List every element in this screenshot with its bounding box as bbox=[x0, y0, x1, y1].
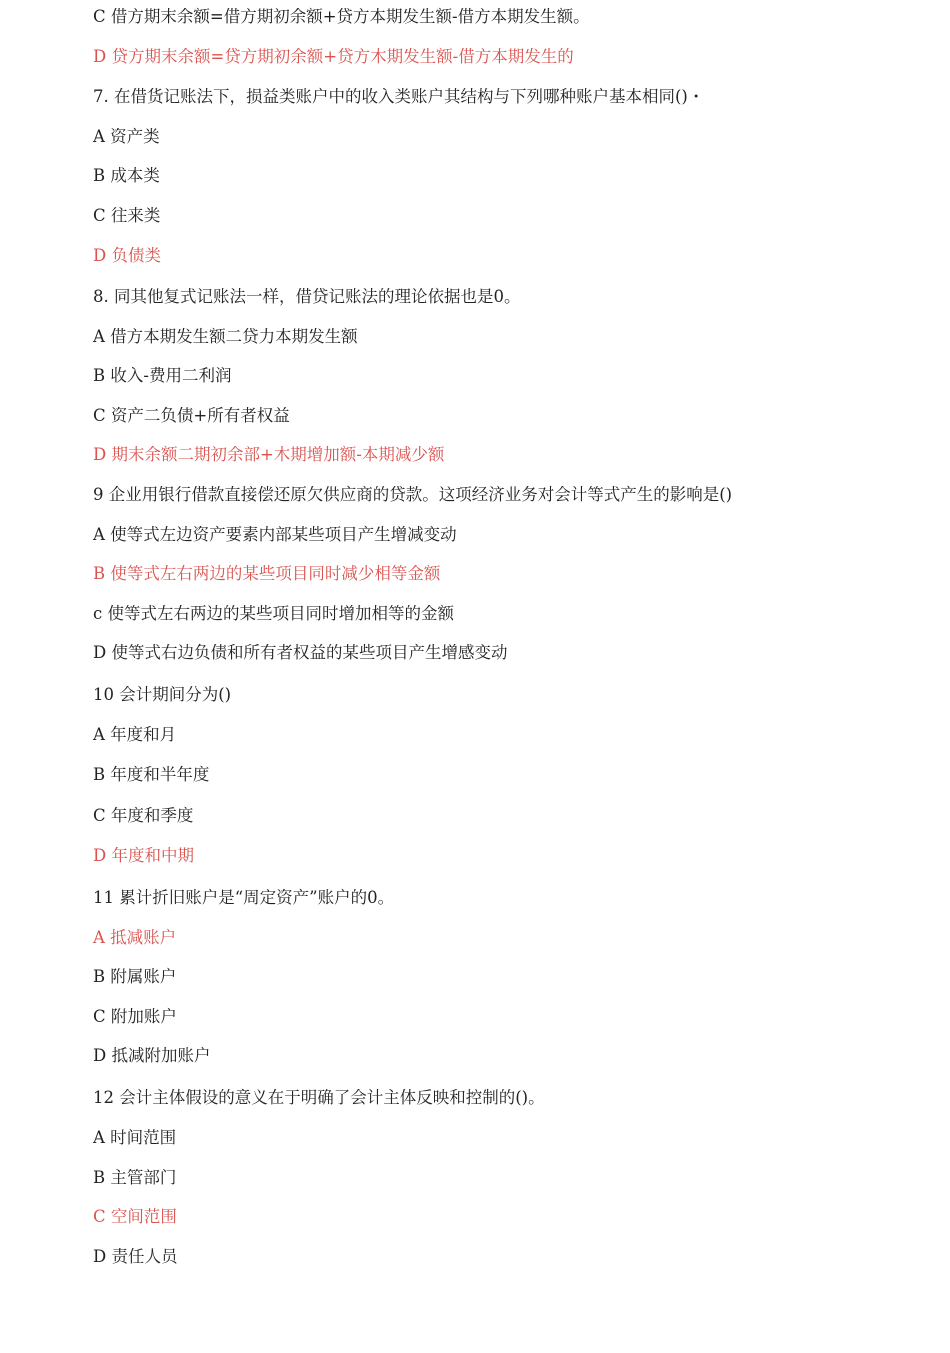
answer-line: C 空间范围 bbox=[93, 1207, 177, 1226]
option-line: C 附加账户 bbox=[93, 1007, 177, 1026]
option-line: D 抵减附加账户 bbox=[93, 1046, 211, 1065]
option-line: D 责任人员 bbox=[93, 1247, 178, 1266]
option-line: A 使等式左边资产要素内部某些项目产生增减变动 bbox=[93, 525, 457, 544]
option-line: B 年度和半年度 bbox=[93, 765, 210, 784]
answer-line: D 负债类 bbox=[93, 246, 161, 265]
option-line: C 往来类 bbox=[93, 206, 161, 225]
question-line: 7. 在借货记账法下，损益类账户中的收入类账户其结构与下列哪种账户基本相同()・ bbox=[93, 87, 705, 106]
text-line: C 借方期末余额=借方期初余额+贷方本期发生额-借方本期发生额。 bbox=[93, 7, 590, 26]
answer-line: D 年度和中期 bbox=[93, 846, 194, 865]
question-line: 8. 同其他复式记账法一样，借贷记账法的理论依据也是0。 bbox=[93, 287, 521, 306]
option-line: A 时间范围 bbox=[93, 1128, 177, 1147]
option-line: C 年度和季度 bbox=[93, 806, 194, 825]
option-line: C 资产二负债+所有者权益 bbox=[93, 406, 290, 425]
question-line: 9 企业用银行借款直接偿还原欠供应商的贷款。这项经济业务对会计等式产生的影响是() bbox=[93, 485, 733, 504]
answer-line: D 贷方期末余额=贷方期初余额+贷方木期发生额-借方本期发生的 bbox=[93, 47, 574, 66]
answer-line: B 使等式左右两边的某些项目同时减少相等金额 bbox=[93, 564, 441, 583]
option-line: c 使等式左右两边的某些项目同时增加相等的金额 bbox=[93, 604, 454, 623]
question-line: 11 累计折旧账户是“周定资产”账户的0。 bbox=[93, 888, 395, 907]
question-line: 10 会计期间分为() bbox=[93, 685, 232, 704]
option-line: B 收入-费用二利润 bbox=[93, 366, 232, 385]
answer-line: D 期末余额二期初余部+木期增加额-本期减少额 bbox=[93, 445, 445, 464]
option-line: B 成本类 bbox=[93, 166, 160, 185]
option-line: B 主管部门 bbox=[93, 1168, 177, 1187]
question-line: 12 会计主体假设的意义在于明确了会计主体反映和控制的()。 bbox=[93, 1088, 545, 1107]
option-line: D 使等式右边负债和所有者权益的某些项目产生增感变动 bbox=[93, 643, 508, 662]
option-line: A 年度和月 bbox=[93, 725, 177, 744]
option-line: A 借方本期发生额二贷力本期发生额 bbox=[93, 327, 358, 346]
answer-line: A 抵减账户 bbox=[93, 928, 177, 947]
option-line: A 资产类 bbox=[93, 127, 160, 146]
option-line: B 附属账户 bbox=[93, 967, 177, 986]
